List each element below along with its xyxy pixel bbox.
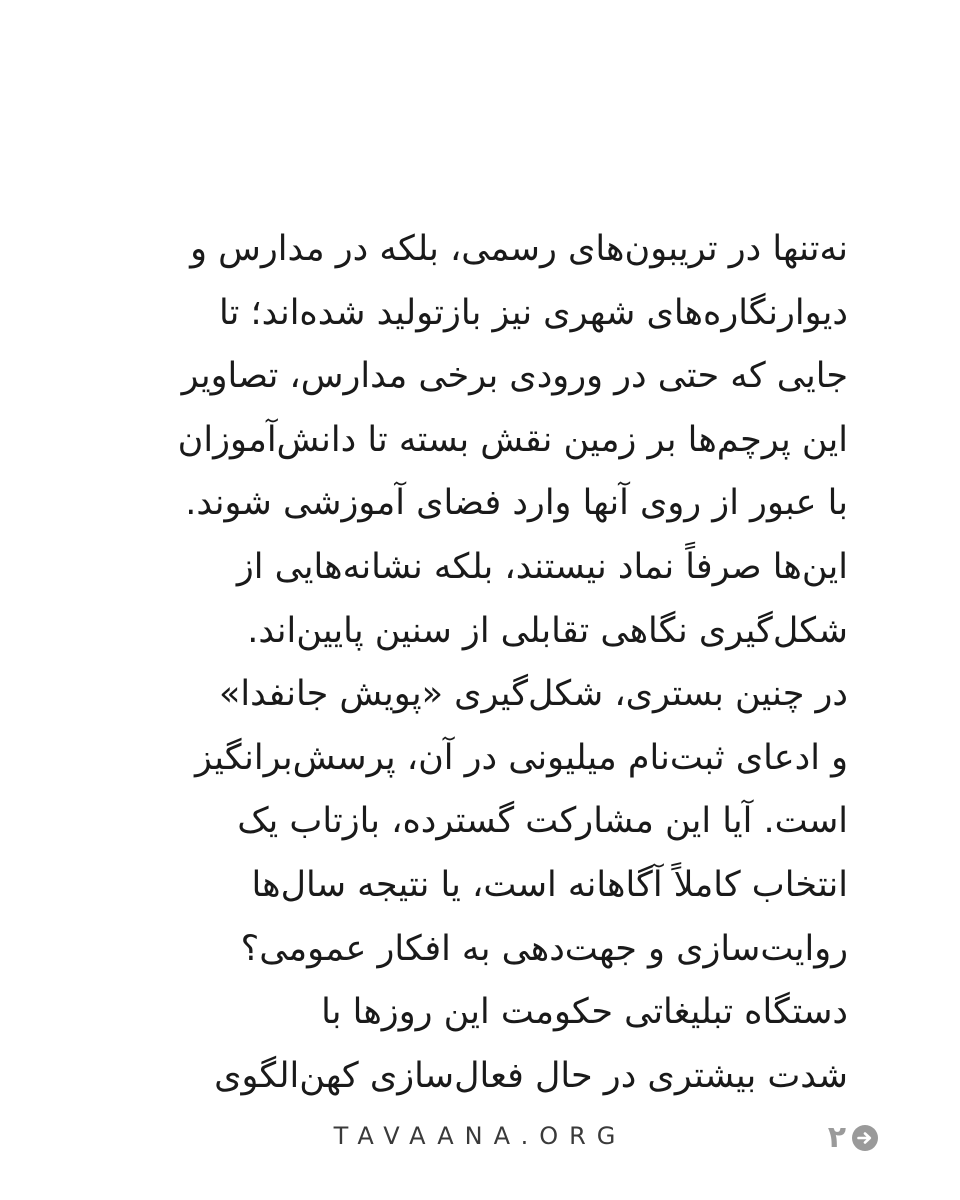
article-line: شدت بیشتری در حال فعال‌سازی کهن‌الگوی	[214, 1055, 848, 1096]
article-body	[110, 218, 848, 1108]
article-line: در چنین بستری، شکل‌گیری «پویش جانفدا»	[219, 674, 848, 715]
article-line: دستگاه تبلیغاتی حکومت این روزها با	[321, 992, 848, 1033]
article-line: این پرچم‌ها بر زمین نقش بسته تا دانش‌آموزان	[177, 419, 848, 460]
article-line: انتخاب کاملاً آگاهانه است، یا نتیجه سال‌ها	[251, 864, 848, 905]
article-line: جایی که حتی در ورودی برخی مدارس، تصاویر	[181, 356, 848, 397]
page-number: ۲	[827, 1120, 846, 1155]
article-line: نه‌تنها در تریبون‌های رسمی، بلکه در مدارس و	[190, 229, 848, 269]
brand-wordmark: TAVAANA.ORG	[333, 1122, 627, 1150]
arrow-right-circle-icon[interactable]	[852, 1125, 878, 1151]
page-indicator[interactable]	[828, 1120, 878, 1156]
article-line: دیوارنگاره‌های شهری نیز بازتولید شده‌اند؛ تا	[218, 292, 848, 333]
article-line: این‌ها صرفاً نماد نیستند، بلکه نشانه‌هایی از	[236, 546, 848, 587]
article-line: است. آیا این مشارکت گسترده، بازتاب یک	[237, 801, 848, 842]
article-line: با عبور از روی آنها وارد فضای آموزشی شوند.	[185, 483, 848, 524]
article-line: شکل‌گیری نگاهی تقابلی از سنین پایین‌اند.	[247, 610, 848, 651]
article-line: و ادعای ثبت‌نام میلیونی در آن، پرسش‌برانگیز	[194, 737, 848, 778]
page-footer	[0, 1116, 960, 1164]
article-line: روایت‌سازی و جهت‌دهی به افکار عمومی؟	[240, 928, 848, 969]
